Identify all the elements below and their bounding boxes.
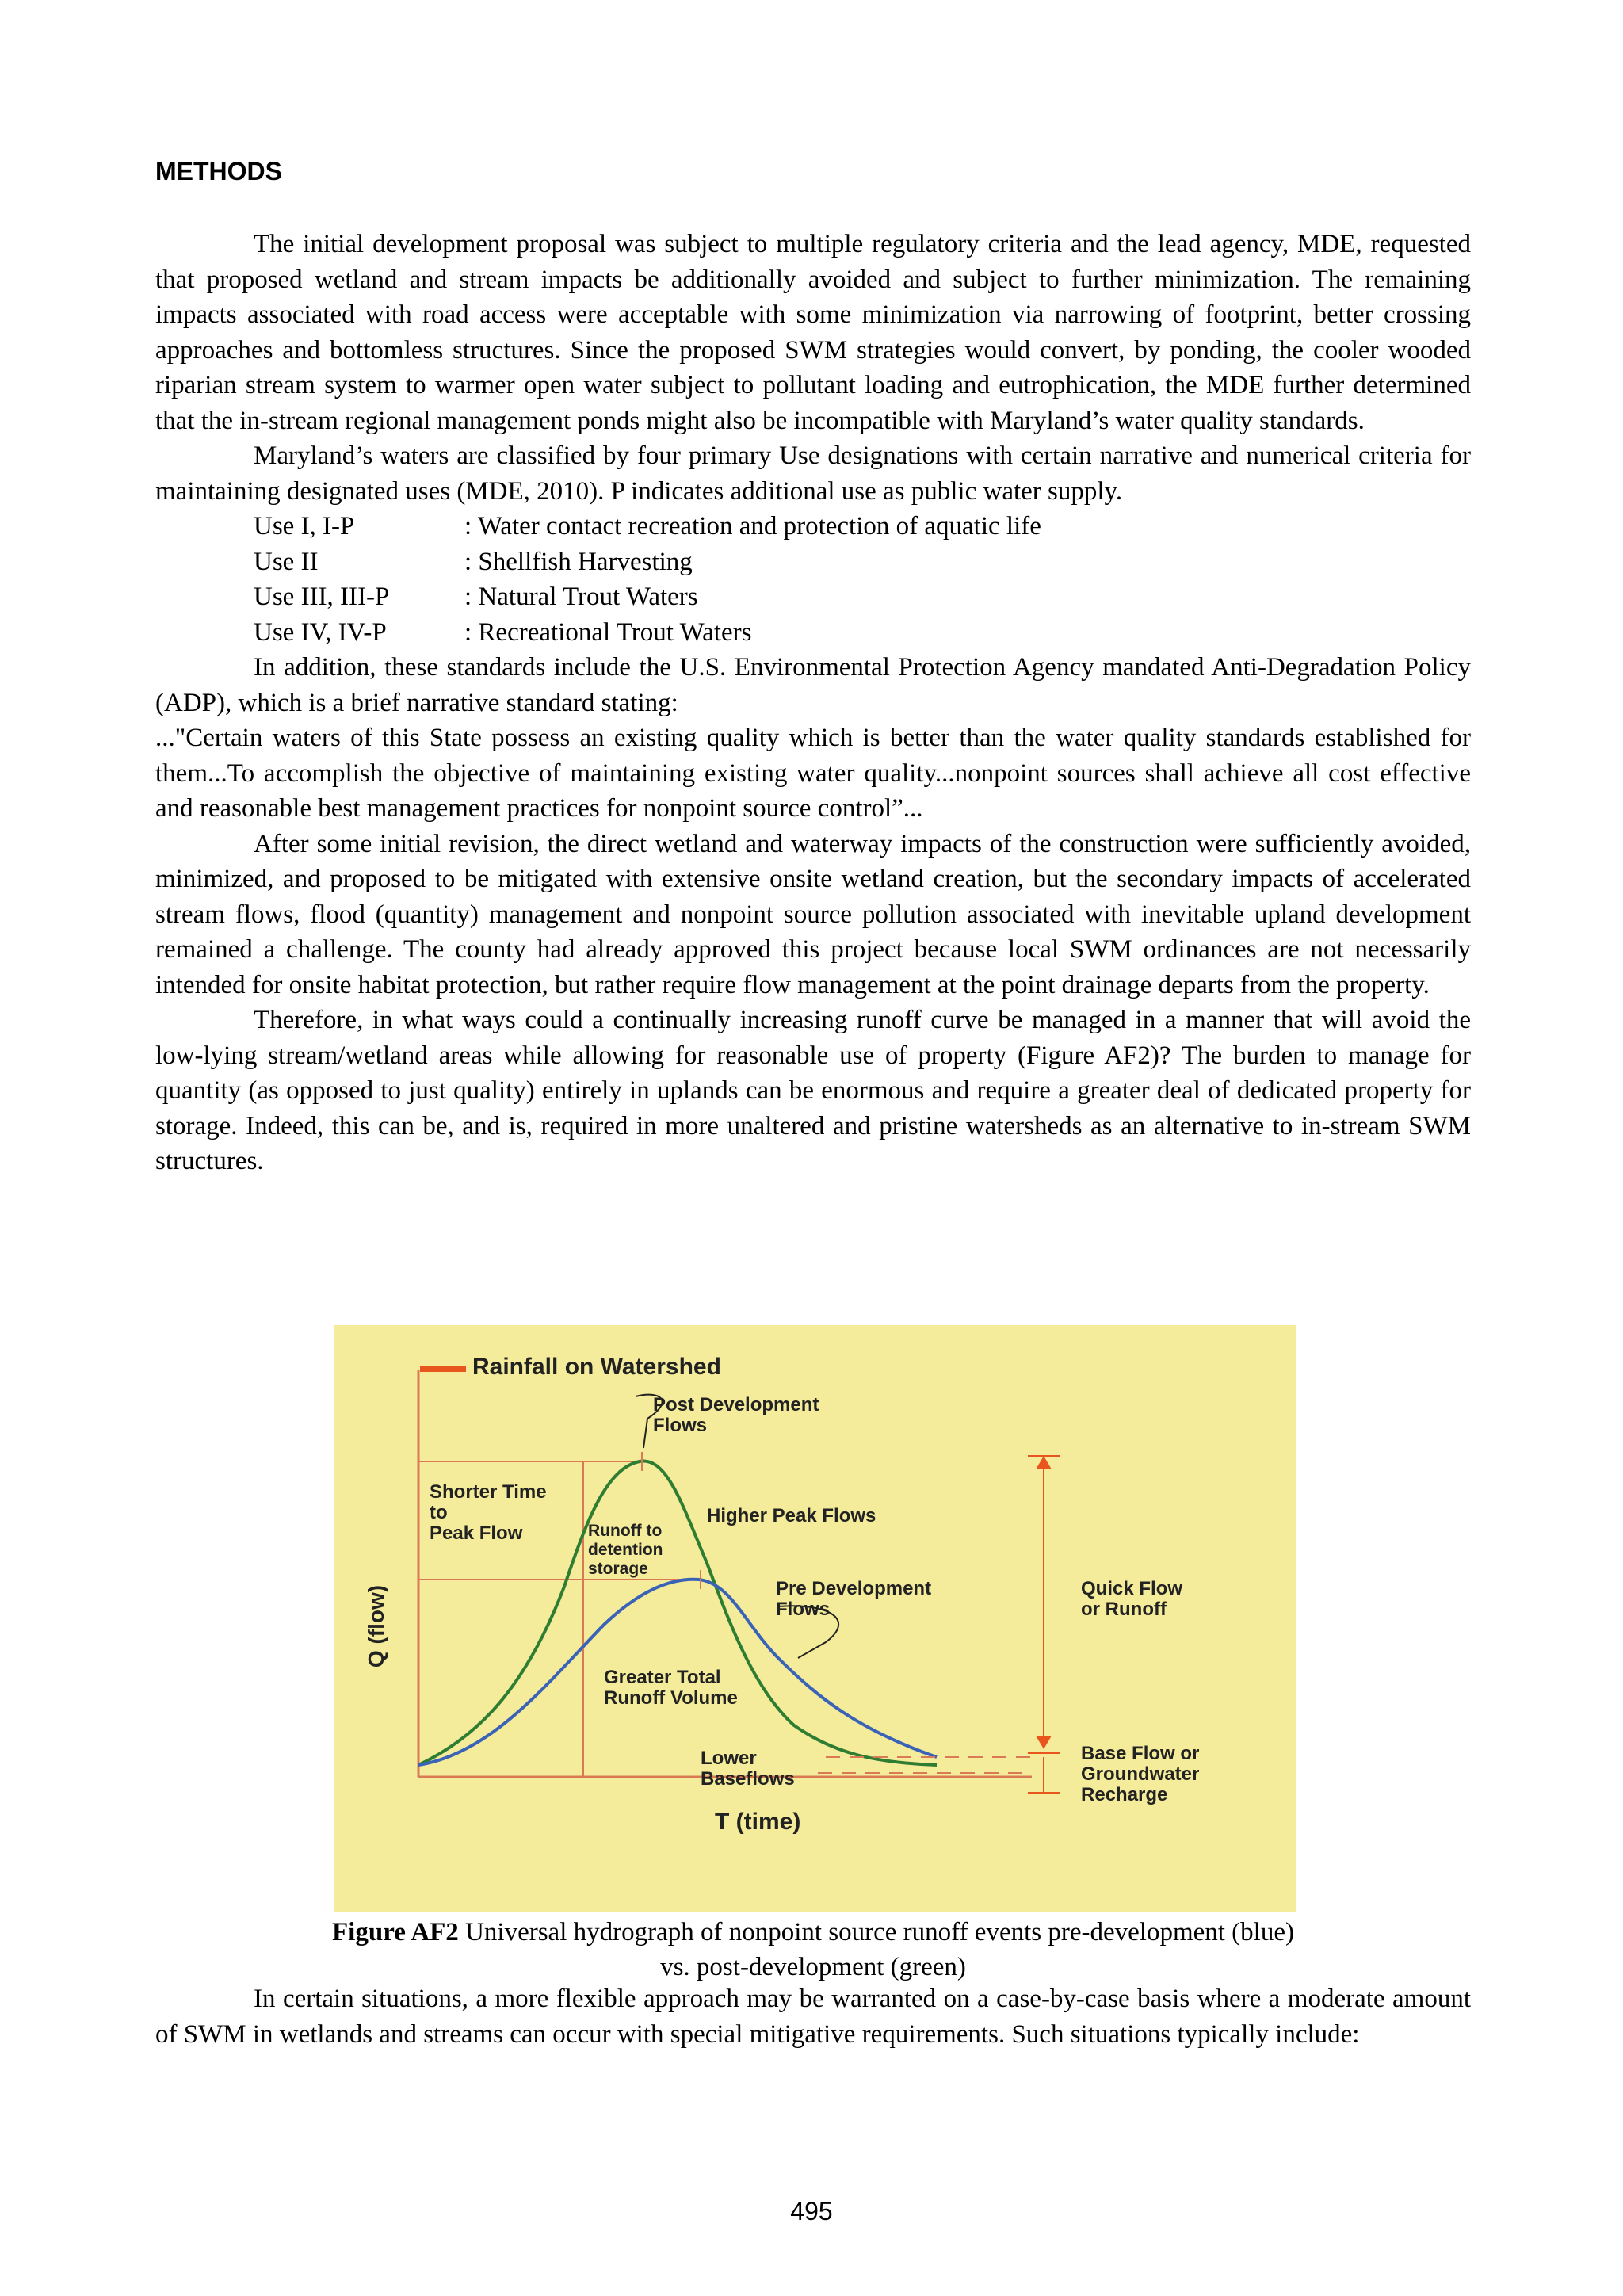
base-flow-label-3: Recharge <box>1081 1784 1168 1805</box>
use-row <box>254 544 1471 580</box>
page-number: 495 <box>790 2197 833 2225</box>
quick-flow-label-2: or Runoff <box>1081 1599 1167 1620</box>
post-development-label-2: Flows <box>653 1415 708 1436</box>
lower-baseflows-label: Lower <box>701 1748 757 1769</box>
x-axis-label: T (time) <box>715 1809 801 1835</box>
quick-flow-label: Quick Flow <box>1081 1578 1183 1599</box>
pre-development-label-2: Flows <box>776 1599 831 1620</box>
y-axis-label: Q (flow) <box>364 1584 388 1668</box>
higher-peak-label: Higher Peak Flows <box>707 1505 876 1526</box>
rainfall-legend-title: Rainfall on Watershed <box>472 1354 721 1380</box>
caption-text-1: Universal hydrograph of nonpoint source runoff events pre-development (blue) <box>458 1918 1294 1946</box>
runoff-detention-label: Runoff to <box>588 1522 663 1540</box>
caption-line-1 <box>155 1915 1471 1950</box>
body-text <box>155 227 1471 1179</box>
caption-label: Figure AF2 <box>332 1918 459 1946</box>
adp-quote: ..."Certain waters of this State possess an existing quality which is better than the water quality standards established for them...To accomplish the objective of maintaining existing water quality...nonpoint sources shall achieve all cost effective and reasonable best management practices for nonpoint source control”... <box>155 724 1471 823</box>
greater-volume-label-2: Runoff Volume <box>604 1687 738 1709</box>
use-row <box>254 579 1471 615</box>
rainfall-legend-swatch <box>420 1366 466 1372</box>
section-heading: METHODS <box>155 157 282 185</box>
hydrograph-figure <box>334 1325 1296 1912</box>
paragraph-5: Therefore, in what ways could a continually increasing runoff curve be managed in a manner that will avoid the low-lying stream/wetland areas while allowing for reasonable use of property (Figure AF2)? The burden to manage for quantity (as opposed to just quality) entirely in uplands can be enormous and require a greater deal of dedicated property for storage. Indeed, this can be, and is, required in more unaltered and pristine watersheds as an alternative to in-stream SWM structures. <box>155 1006 1471 1175</box>
use-code: Use IV, IV-P <box>254 617 387 647</box>
figure-caption <box>155 1915 1471 1985</box>
use-description: : Recreational Trout Waters <box>464 617 752 647</box>
use-description: : Water contact recreation and protection of aquatic life <box>464 512 1041 541</box>
shorter-time-label-3: Peak Flow <box>430 1522 523 1544</box>
paragraph-1: The initial development proposal was subject to multiple regulatory criteria and the lead agency, MDE, requested that proposed wetland and stream impacts be additionally avoided and subject to further minimization. The remaining impacts associated with road access were acceptable with some minimization via narrowing of footprint, better crossing approaches and bottomless structures. Since the proposed SWM strategies would convert, by ponding, the cooler wooded riparian stream system to warmer open water subject to pollutant loading and eutrophication, the MDE further determined that the in-stream regional management ponds might also be incompatible with Maryland’s water quality standards. <box>155 230 1471 435</box>
base-flow-label-2: Groundwater <box>1081 1763 1200 1785</box>
use-row <box>254 509 1471 544</box>
runoff-detention-label-3: storage <box>588 1560 648 1578</box>
closing-text <box>155 1981 1471 2052</box>
lower-baseflows-label-2: Baseflows <box>701 1768 795 1790</box>
use-code: Use I, I-P <box>254 512 355 541</box>
use-description: : Shellfish Harvesting <box>464 547 693 576</box>
greater-volume-label: Greater Total <box>604 1667 721 1688</box>
shorter-time-label: Shorter Time <box>430 1481 547 1503</box>
runoff-detention-label-2: detention <box>588 1541 663 1559</box>
use-code: Use III, III-P <box>254 583 390 611</box>
paragraph-2: Maryland’s waters are classified by four primary Use designations with certain narrative and numerical criteria for maintaining designated uses (MDE, 2010). P indicates additional use as public water supply. <box>155 441 1471 506</box>
pre-development-label: Pre Development <box>776 1578 932 1599</box>
use-row <box>254 615 1471 651</box>
paragraph-6: In certain situations, a more flexible approach may be warranted on a case-by-case basis where a moderate amount of SWM in wetlands and streams can occur with special mitigative requirements. Such situations typically include: <box>155 1985 1471 2049</box>
caption-line-2: vs. post-development (green) <box>660 1953 966 1981</box>
use-description: : Natural Trout Waters <box>464 583 698 611</box>
paragraph-3: In addition, these standards include the U.S. Environmental Protection Agency mandated Anti-Degradation Policy (ADP), which is a brief narrative standard stating: <box>155 653 1471 717</box>
shorter-time-label-2: to <box>430 1502 448 1523</box>
paragraph-4: After some initial revision, the direct wetland and waterway impacts of the construction were sufficiently avoided, minimized, and proposed to be mitigated with extensive onsite wetland creation, but the secondary impacts of accelerated stream flows, flood (quantity) management and nonpoint source pollution associated with inevitable upland development remained a challenge. The county had already approved this project because local SWM ordinances are not necessarily intended for onsite habitat protection, but rather require flow management at the point drainage departs from the property. <box>155 829 1471 999</box>
hydrograph-svg <box>334 1325 1296 1912</box>
base-flow-label: Base Flow or <box>1081 1743 1200 1764</box>
post-development-label: Post Development <box>653 1394 819 1415</box>
use-code: Use II <box>254 547 319 576</box>
use-designations-list <box>155 509 1471 650</box>
